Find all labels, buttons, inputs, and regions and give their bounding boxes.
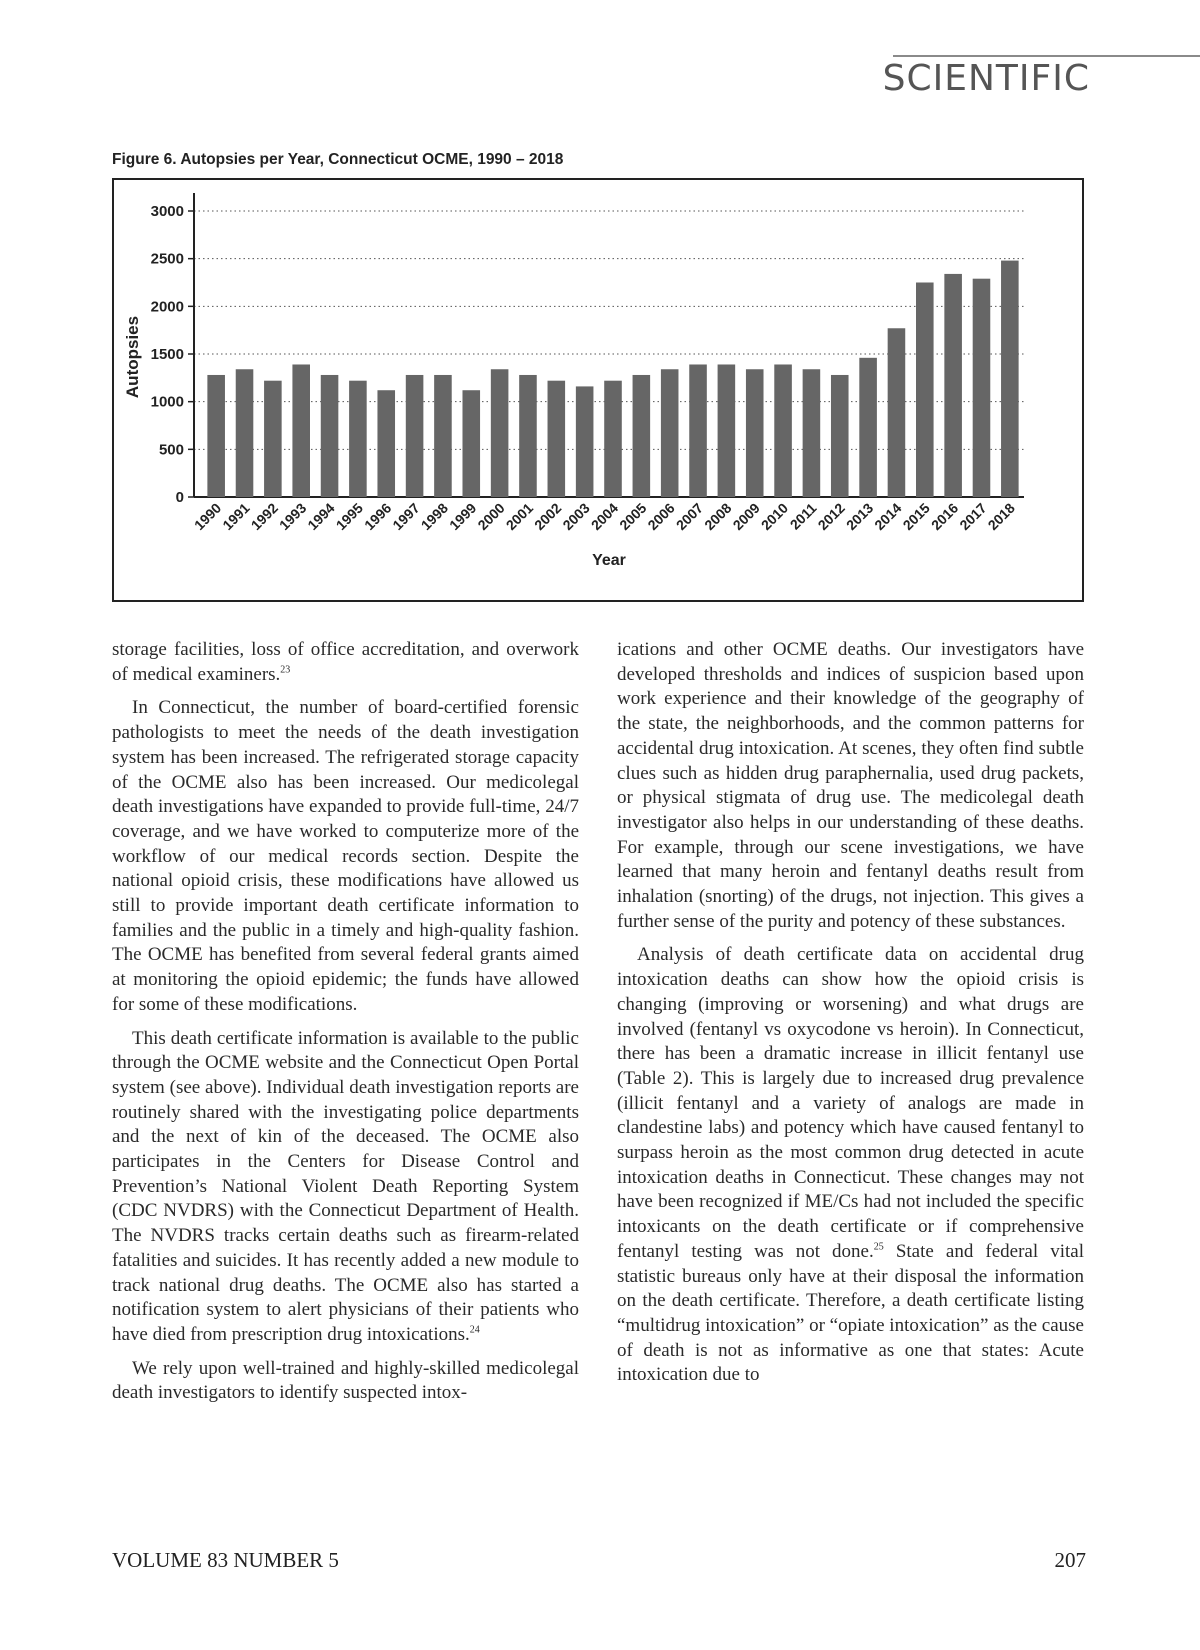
footer-volume: VOLUME 83 NUMBER 5 [112,1548,339,1572]
paragraph: ications and other OCME deaths. Our investigators have developed thresholds and indices of suspicion based upon work experience and their knowledge of the geography of the state, the neighborhoods, and the common patterns for accidental drug intoxication. At scenes, they often find subtle clues such as hidden drug paraphernalia, used drug packets, or physical stigmata of drug use. The medicolegal death investigator also helps in our understanding of these deaths. For example, through our scene investigations, we have learned that many heroin and fentanyl deaths result from inhalation (snorting) of the drugs, not injection. This gives a further sense of the purity and potency of these substances. [617,639,1084,932]
bar-chart [114,180,1082,600]
x-tick-label: 1991 [219,499,253,534]
header-rule [893,55,1200,57]
y-tick-label: 1000 [150,393,184,411]
bar [321,375,339,497]
body-column-left [112,638,579,1415]
x-tick-label: 2016 [927,499,962,534]
bar [406,375,424,497]
x-tick-label: 2017 [956,499,990,534]
bar [292,364,310,497]
x-tick-label: 2013 [842,499,877,534]
page-number: 207 [1054,1548,1086,1572]
x-tick-label: 2018 [984,499,1018,534]
bar [462,390,480,497]
x-tick-label: 1992 [247,499,281,534]
bar [803,369,821,497]
bar [576,386,594,497]
x-tick-label: 2006 [644,499,678,534]
paragraph-text: storage facilities, loss of office accreditation, and overwork of medical examiners. [112,639,579,685]
x-tick-label: 1994 [304,499,338,534]
bar [349,381,367,497]
x-tick-label: 2002 [531,499,565,534]
bar [689,364,707,497]
bar [604,381,622,497]
x-tick-label: 2008 [701,499,735,534]
bar [774,364,792,497]
x-axis-title: Year [592,552,626,569]
x-tick-label: 1996 [361,499,395,534]
x-tick-label: 1990 [190,499,225,534]
x-tick-label: 1998 [417,499,452,534]
x-tick-label: 2003 [559,499,593,534]
y-tick-label: 2000 [150,298,184,316]
bar [831,375,849,497]
x-tick-label: 2009 [729,499,763,534]
x-tick-label: 1995 [332,499,367,534]
citation-ref: 24 [469,1324,480,1336]
x-tick-label: 2000 [474,499,508,534]
x-tick-label: 2001 [502,499,537,534]
y-tick-label: 500 [158,441,184,459]
bar [661,369,679,497]
body-column-right [617,638,1084,1397]
citation-ref: 25 [873,1241,884,1253]
figure-caption: Figure 6. Autopsies per Year, Connecticut OCME, 1990 – 2018 [112,151,564,168]
bar [519,375,537,497]
y-axis-title: Autopsies [123,315,142,399]
paragraph [112,1027,579,1348]
y-tick-label: 2500 [150,250,184,268]
y-tick-label: 1500 [150,346,184,363]
bar [888,328,906,497]
paragraph: In Connecticut, the number of board-certified forensic pathologists to meet the needs of the death investigation system has been increased. The refrigerated storage capacity of the OCME also has been increased. Our medicolegal death investigations have expanded to provide full-time, 24/7 coverage, and we have worked to computerize more of the workflow of our medical records section. Despite the national opioid crisis, these modifications have allowed us still to provide important death certificate information to families and the public in a timely and high-quality fashion. The OCME has benefited from several federal grants aimed at monitoring the opioid epidemic; the funds have allowed for some of these modifications. [112,697,579,1015]
bar [1001,261,1019,497]
bar [491,369,509,497]
bar [264,381,282,497]
bar [377,390,395,497]
bar [236,369,254,497]
bar [633,375,651,497]
paragraph-text: State and federal vital statistic bureaus only have at their disposal the information on the death certificate. Therefore, a death certificate listing “multidrug intoxication” or “opiate intoxication” as the cause of death is not as informative as one that states: Acute intoxication due to [617,1240,1084,1386]
x-tick-label: 2007 [672,499,707,534]
x-tick-label: 2014 [871,499,905,534]
x-tick-label: 2010 [757,499,792,534]
x-tick-label: 2004 [587,499,622,534]
paragraph [112,638,579,687]
bar [434,375,452,497]
bar-chart-figure [112,178,1084,602]
x-tick-label: 1993 [275,499,310,534]
bar [746,369,764,497]
citation-ref: 23 [280,664,291,676]
x-tick-label: 2011 [786,499,820,533]
x-tick-label: 1997 [389,499,423,534]
x-tick-label: 2015 [899,499,933,534]
y-tick-label: 3000 [150,203,184,220]
bar [859,358,877,497]
bar [718,364,736,497]
x-tick-label: 1999 [446,499,480,534]
y-tick-label: 0 [175,489,184,506]
paragraph-text: Analysis of death certificate data on accidental drug intoxication deaths can show how the opioid crisis is changing (improving or worsening) and what drugs are involved (fentanyl vs oxycodone vs heroin). In Connecticut, there has been a dramatic increase in illicit fentanyl use (Table 2). This is largely due to increased drug prevalence (illicit fentanyl and a variety of analogs are made in clandestine labs) and potency which have caused fentanyl to surpass heroin as the most common drug detected in acute intoxication deaths in Connecticut. These changes may not have been recognized if ME/Cs had not included the specific intoxicants on the death certificate or if comprehensive fentanyl testing was not done. [617,944,1084,1262]
paragraph-text: This death certificate information is available to the public through the OCME website and the Connecticut Open Portal system (see above). Individual death investigation reports are routinely shared with the investigating police departments and the next of kin of the deceased. The OCME also participates in the Centers for Disease Control and Prevention’s National Violent Death Reporting System (CDC NVDRS) with the Connecticut Department of Health. The NVDRS tracks certain deaths such as firearm-related fatalities and suicides. It has recently added a new module to track national drug deaths. The OCME also has started a notification system to alert physicians of their patients who have died from prescription drug intoxications. [112,1027,579,1345]
x-tick-label: 2012 [814,499,848,534]
section-title: SCIENTIFIC [882,58,1090,99]
x-tick-label: 2005 [616,499,650,534]
paragraph: We rely upon well-trained and highly-skilled medicolegal death investigators to identify suspected intox- [112,1357,579,1404]
bar [207,375,225,497]
paragraph [617,943,1084,1388]
bar [916,283,934,498]
bar [973,279,991,497]
bar [944,274,962,497]
bar [548,381,566,497]
